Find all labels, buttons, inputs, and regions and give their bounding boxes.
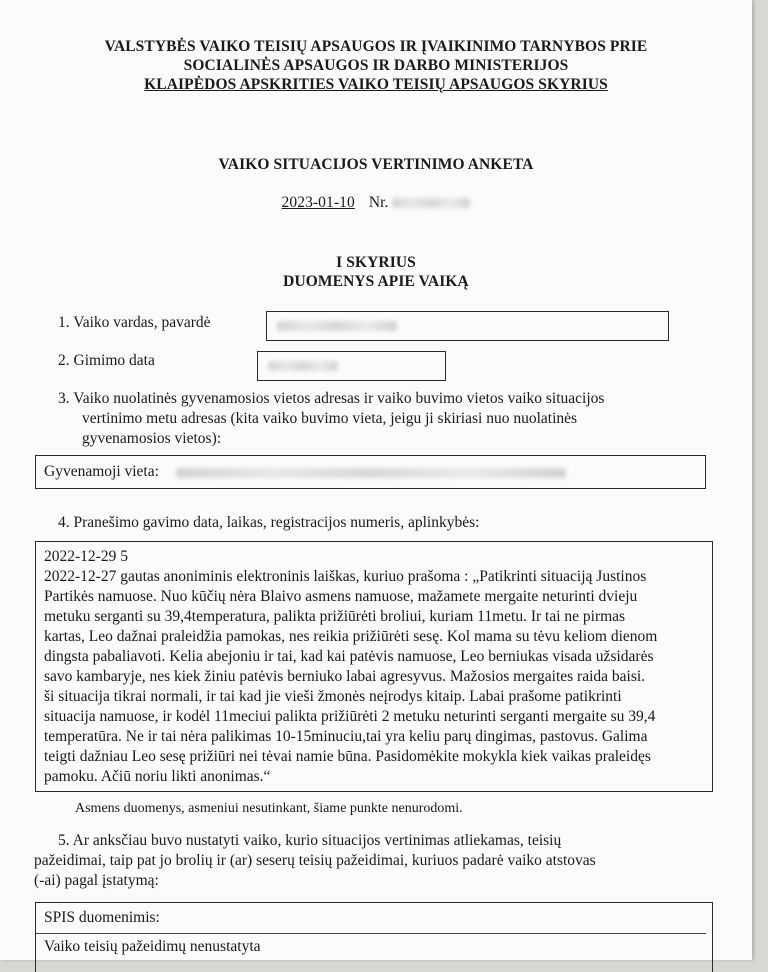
report-line: ši situacija tikrai normali, ir tai kad jie vieši žmonės neįrodys kitaip. Labai prašome patikrinti (44, 688, 622, 705)
residence-label: Gyvenamoji vieta: (44, 463, 159, 480)
report-text (44, 547, 704, 787)
report-line: metuku serganti su 39,4temperatura, palikta prižiūrėti broliui, kuriam 11metu. Ir tai ne pirmas (44, 608, 626, 625)
header-line-3: KLAIPĖDOS APSKRITIES VAIKO TEISIŲ APSAUGOS SKYRIUS (144, 76, 608, 93)
question-5-line: 5. Ar anksčiau buvo nustatyti vaiko, kurio situacijos vertinimas atliekamas, teisių (58, 832, 562, 849)
nr-label: Nr. (368, 194, 389, 211)
question-3-text (58, 389, 712, 449)
question-5-text (34, 831, 712, 891)
redacted-address (176, 468, 566, 478)
report-line: dingsta pabaliavoti. Kelia abejoniu ir tai, kad kai patėvis namuose, Leo berniukas visada užsidarės (44, 648, 654, 665)
question-2-label: 2. Gimimo data (58, 352, 155, 369)
redacted-number (392, 198, 470, 208)
header-line-3-wrap (0, 76, 752, 94)
report-line: Partikės namuose. Nuo kūčių nėra Blaivo asmens namuose, mažamete mergaite neturinti dvieju (44, 588, 638, 605)
redacted-birth-date (268, 361, 338, 371)
report-line: teigti dažniau Leo sesę prižiūri nei tėvai namie būna. Pasidomėkite mokykla kiek vaikas praleidęs (44, 748, 651, 765)
question-3-line: 3. Vaiko nuolatinės gyvenamosios vietos adresas ir vaiko buvimo vietos vaiko situacijos (58, 390, 605, 407)
header-line-1: VALSTYBĖS VAIKO TEISIŲ APSAUGOS IR ĮVAIKINIMO TARNYBOS PRIE (104, 38, 648, 55)
birth-date-field (257, 351, 446, 381)
report-box (35, 541, 713, 792)
report-line: 2022-12-27 gautas anoniminis elektroninis laiškas, kuriuo prašoma : „Patikrinti situaciją Justinos (44, 568, 647, 585)
spis-title: SPIS duomenimis: (44, 909, 160, 926)
report-line: kartas, Leo dažnai praleidžia pamokas, nes reikia prižiūrėti sesę. Kol mama su tėvu keliom dienom (44, 628, 658, 645)
question-3-line: vertinimo metu adresas (kita vaiko buvimo vieta, jeigu ji skiriasi nuo nuolatinės (82, 410, 578, 427)
section-number: I SKYRIUS (336, 254, 416, 271)
question-5-line: (-ai) pagal įstatymą: (34, 872, 159, 889)
question-5-line: pažeidimai, taip pat jo brolių ir (ar) seserų teisių pažeidimai, kuriuos padarė vaiko atstovas (34, 852, 596, 869)
privacy-note: Asmens duomenys, asmeniui nesutinkant, šiame punkte nenurodomi. (75, 801, 463, 816)
report-line: situacija namuose, ir kodėl 11meciui palikta prižiūrėti 2 metuku neturinti serganti mergaite su 39,4 (44, 708, 656, 725)
residence-field (35, 455, 706, 489)
header-line-2: SOCIALINĖS APSAUGOS IR DARBO MINISTERIJOS (183, 57, 569, 74)
section-title: DUOMENYS APIE VAIKĄ (283, 273, 469, 290)
form-date: 2023-01-10 (281, 194, 355, 211)
report-line: temperatūra. Ne ir tai nėra palikimas 10-15minuciu,tai yra keliu parų dingimas, pastovus. Galima (44, 728, 648, 745)
report-line: pamoku. Ačiū noriu likti anonimas.“ (44, 768, 271, 785)
date-row (0, 194, 752, 212)
question-4-label: 4. Pranešimo gavimo data, laikas, registracijos numeris, aplinkybės: (58, 514, 480, 531)
question-3-line: gyvenamosios vietos): (82, 430, 222, 447)
form-title: VAIKO SITUACIJOS VERTINIMO ANKETA (218, 156, 534, 173)
spis-box (35, 902, 713, 972)
question-1-label: 1. Vaiko vardas, pavardė (58, 314, 211, 331)
child-name-field (266, 311, 669, 341)
report-line: savo kambaryje, nes kiek žiniu patėvis berniuko labai agresyvus. Mažosios mergaites raida baisi. (44, 668, 646, 685)
redacted-name (277, 321, 397, 331)
spis-value: Vaiko teisių pažeidimų nenustatyta (36, 933, 706, 956)
report-line: 2022-12-29 5 (44, 548, 128, 565)
